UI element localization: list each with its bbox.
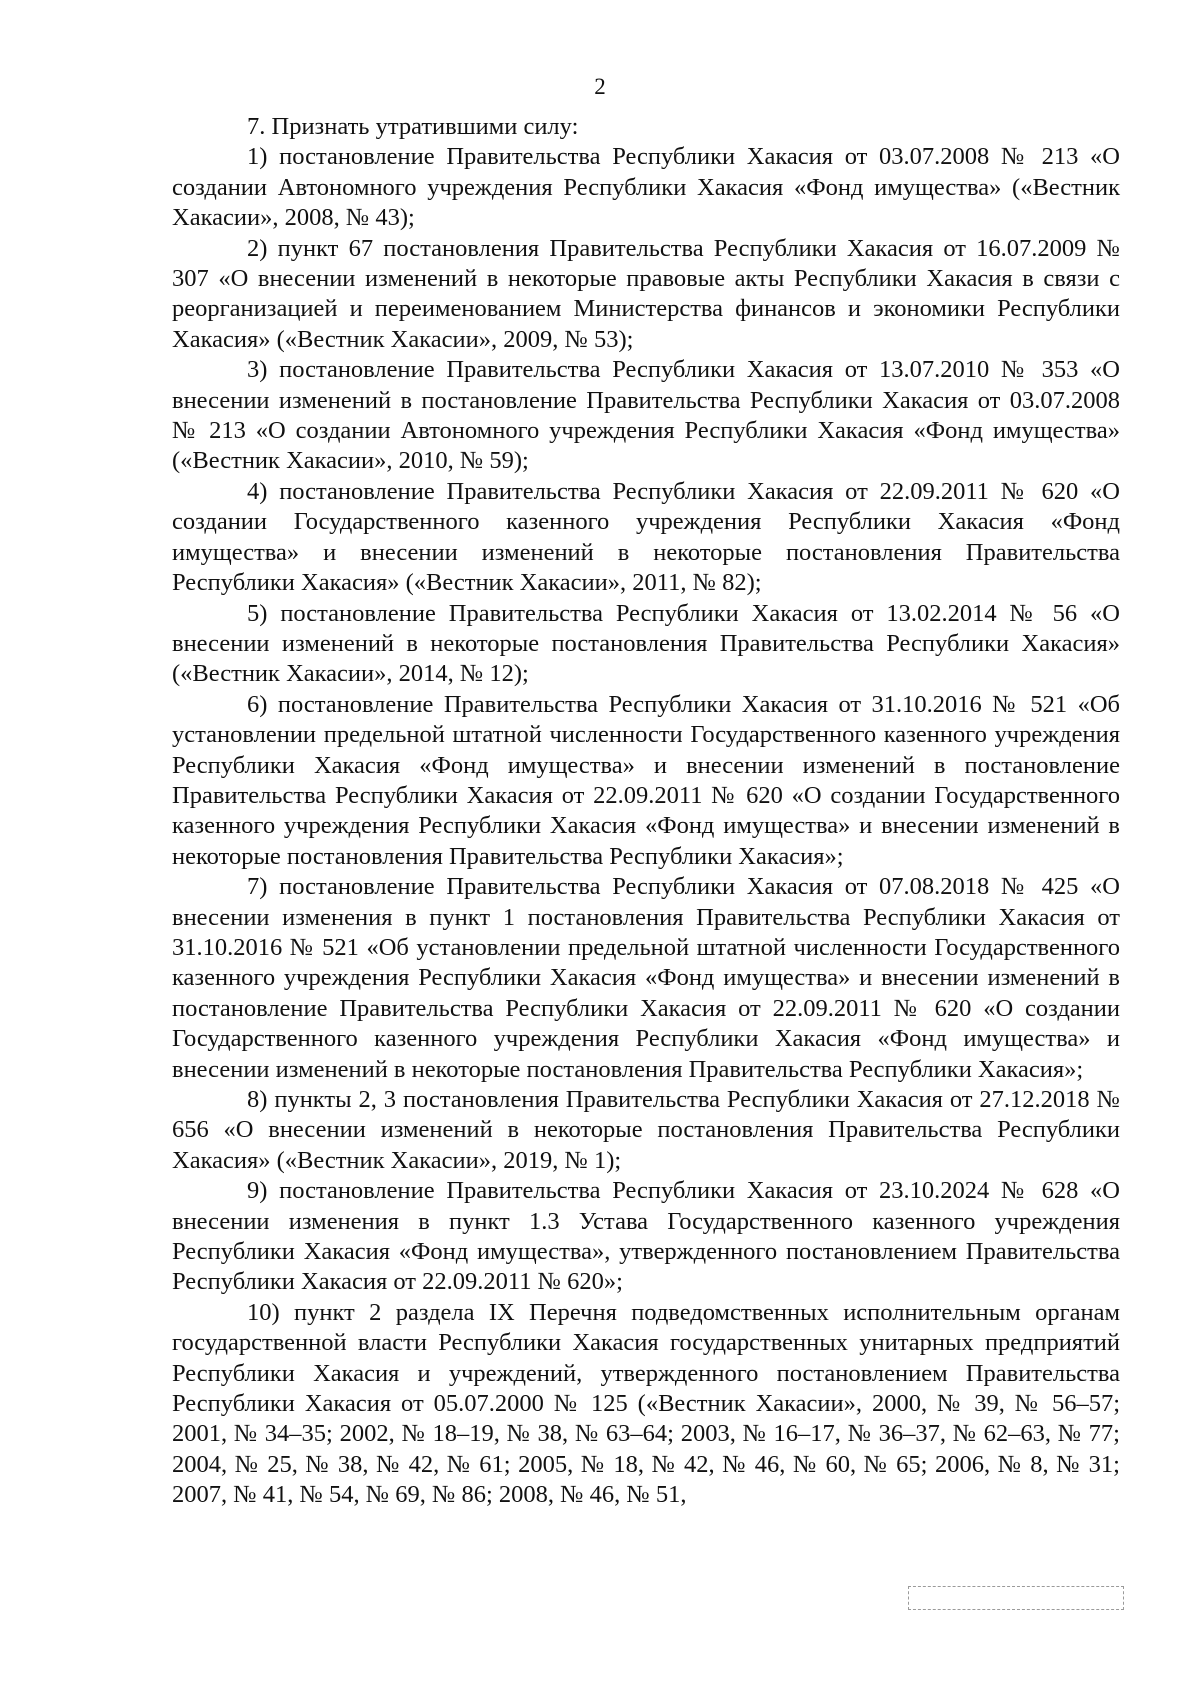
list-item-10: 10) пункт 2 раздела IX Перечня подведомственных исполнительным органам государственной власти Республики Хакасия государственных унитарных предприятий Республики Хакасия и учреждений, утвержденного постановлением Правительства Республики Хакасия от 05.07.2000 № 125 («Вестник Хакасии», 2000, № 39, № 56–57; 2001, № 34–35; 2002, № 18–19, № 38, № 63–64; 2003, № 16–17, № 36–37, № 62–63, № 77; 2004, № 25, № 38, № 42, № 61; 2005, № 18, № 42, № 46, № 60, № 65; 2006, № 8, № 31; 2007, № 41, № 54, № 69, № 86; 2008, № 46, № 51, xyxy=(172,1298,1120,1509)
faded-stamp xyxy=(908,1586,1124,1610)
list-item-3: 3) постановление Правительства Республики Хакасия от 13.07.2010 № 353 «О внесении изменений в постановление Правительства Республики Хакасия от 03.07.2008 № 213 «О создании Автономного учреждения Республики Хакасия «Фонд имущества» («Вестник Хакасии», 2010, № 59); xyxy=(172,356,1120,475)
list-item-1: 1) постановление Правительства Республики Хакасия от 03.07.2008 № 213 «О создании Автономного учреждения Республики Хакасия «Фонд имущества» («Вестник Хакасии», 2008, № 43); xyxy=(172,143,1120,232)
list-item-2: 2) пункт 67 постановления Правительства Республики Хакасия от 16.07.2009 № 307 «О внесении изменений в некоторые правовые акты Республики Хакасия в связи с реорганизацией и переименованием Министерства финансов и экономики Республики Хакасия» («Вестник Хакасии», 2009, № 53); xyxy=(172,234,1120,353)
list-item-8: 8) пункты 2, 3 постановления Правительства Республики Хакасия от 27.12.2018 № 656 «О внесении изменений в некоторые постановления Правительства Республики Хакасия» («Вестник Хакасии», 2019, № 1); xyxy=(172,1086,1120,1174)
list-item-6: 6) постановление Правительства Республики Хакасия от 31.10.2016 № 521 «Об установлении предельной штатной численности Государственного казенного учреждения Республики Хакасия «Фонд имущества» и внесении изменений в постановление Правительства Республики Хакасия от 22.09.2011 № 620 «О создании Государственного казенного учреждения Республики Хакасия «Фонд имущества» и внесении изменений в некоторые постановления Правительства Республики Хакасия»; xyxy=(172,690,1120,870)
list-item-5: 5) постановление Правительства Республики Хакасия от 13.02.2014 № 56 «О внесении изменений в некоторые постановления Правительства Республики Хакасия» («Вестник Хакасии», 2014, № 12); xyxy=(172,599,1120,688)
paragraph-item-7-heading: 7. Признать утратившими силу: xyxy=(247,113,579,140)
page-number: 2 xyxy=(594,74,606,99)
list-item-7: 7) постановление Правительства Республики Хакасия от 07.08.2018 № 425 «О внесении изменения в пункт 1 постановления Правительства Республики Хакасия от 31.10.2016 № 521 «Об установлении предельной штатной численности Государственного казенного учреждения Республики Хакасия «Фонд имущества» и внесении изменений в постановление Правительства Республики Хакасия от 22.09.2011 № 620 «О создании Государственного казенного учреждения Республики Хакасия «Фонд имущества» и внесении изменений в некоторые постановления Правительства Республики Хакасия»; xyxy=(172,873,1120,1083)
list-item-9: 9) постановление Правительства Республики Хакасия от 23.10.2024 № 628 «О внесении изменения в пункт 1.3 Устава Государственного казенного учреждения Республики Хакасия «Фонд имущества», утвержденного постановлением Правительства Республики Хакасия от 22.09.2011 № 620»; xyxy=(172,1177,1120,1296)
document-body xyxy=(172,112,1120,1511)
list-item-4: 4) постановление Правительства Республики Хакасия от 22.09.2011 № 620 «О создании Государственного казенного учреждения Республики Хакасия «Фонд имущества» и внесении изменений в некоторые постановления Правительства Республики Хакасия» («Вестник Хакасии», 2011, № 82); xyxy=(172,477,1120,597)
